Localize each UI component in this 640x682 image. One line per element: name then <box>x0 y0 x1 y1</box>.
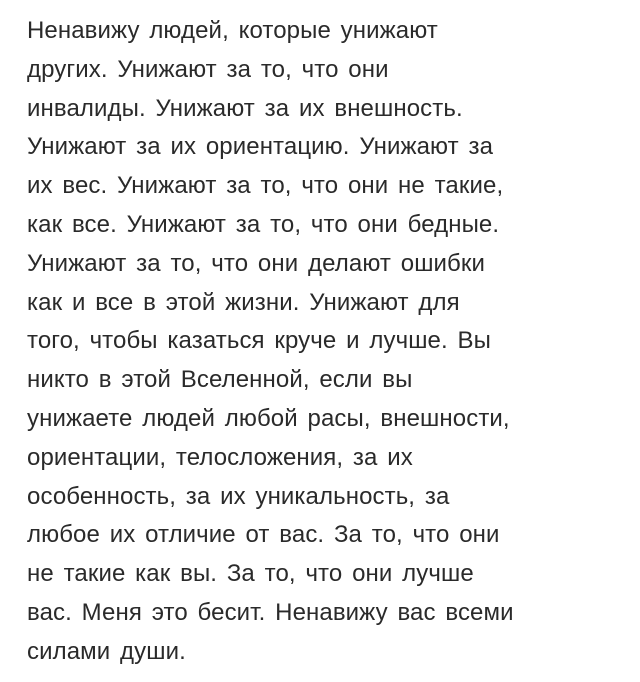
text-line: как все. Унижают за то, что они бедные. <box>27 210 500 238</box>
text-line: не такие как вы. За то, что они лучше <box>27 560 474 588</box>
text-line: как и все в этой жизни. Унижают для <box>27 288 460 316</box>
text-line: никто в этой Вселенной, если вы <box>27 366 413 394</box>
text-line: Унижают за их ориентацию. Унижают за <box>27 133 494 161</box>
text-line: ориентации, телосложения, за их <box>27 443 413 471</box>
text-line: Унижают за то, что они делают ошибки <box>27 249 486 277</box>
text-line: особенность, за их уникальность, за <box>27 482 450 510</box>
text-line: унижаете людей любой расы, внешности, <box>27 404 510 432</box>
text-line: силами души. <box>27 637 186 665</box>
text-line: любое их отличие от вас. За то, что они <box>27 521 500 549</box>
post-text <box>27 12 627 672</box>
text-line: Ненавижу людей, которые унижают <box>27 17 438 44</box>
text-line: других. Унижают за то, что они <box>27 55 389 83</box>
text-line: вас. Меня это бесит. Ненавижу вас всеми <box>27 598 514 626</box>
text-line: того, чтобы казаться круче и лучше. Вы <box>27 327 491 355</box>
text-line: их вес. Унижают за то, что они не такие, <box>27 172 504 200</box>
text-line: инвалиды. Унижают за их внешность. <box>27 94 463 122</box>
